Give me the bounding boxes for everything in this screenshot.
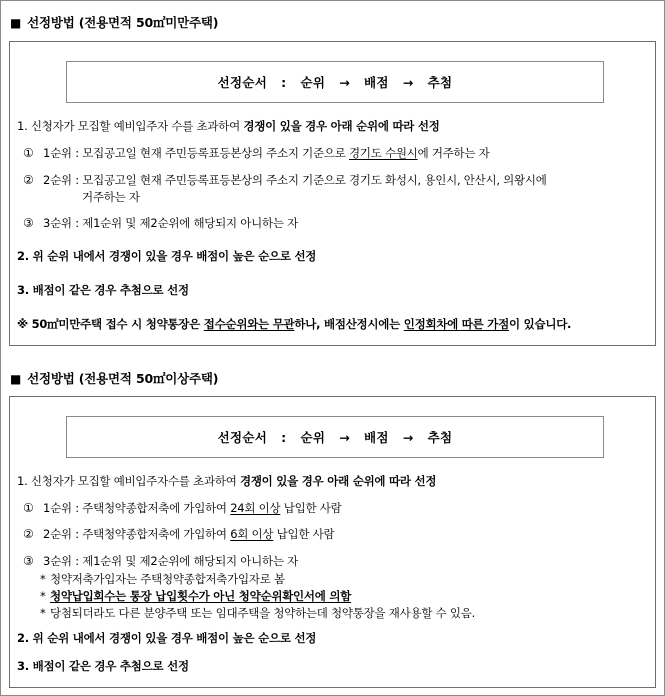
item1-underlined: 경기도 수원시 (349, 146, 418, 160)
item3-text: 3순위 : 제1순위 및 제2순위에 해당되지 아니하는 자 (43, 216, 298, 230)
arrow-right-icon: → (339, 74, 351, 90)
order-step-lottery: 추첨 (427, 75, 453, 90)
item2-text: 2순위 : 주택청약종합저축에 가입하여 (43, 527, 231, 541)
item1-text: 1순위 : 주택청약종합저축에 가입하여 (43, 501, 231, 515)
section1-heading-text: 선정방법 (전용면적 50㎡미만주택) (27, 15, 219, 30)
section2-item2 (23, 526, 334, 542)
circled-three-icon: ③ (23, 216, 34, 230)
item1-text: 1순위 : 모집공고일 현재 주민등록표등본상의 주소지 기준으로 (43, 146, 350, 160)
square-bullet-icon: ■ (10, 372, 22, 386)
item2-underlined: 6회 이상 (230, 527, 274, 541)
section1-item3 (23, 215, 298, 231)
item1-suffix: 에 거주하는 자 (417, 146, 490, 160)
section2-panel (9, 396, 656, 688)
asterisk-icon: * (40, 572, 46, 586)
section1-heading (10, 13, 218, 31)
section1-note (17, 316, 571, 332)
rule1-text: 1. 신청자가 모집할 예비입주자수를 초과하여 (17, 474, 240, 488)
note-text-1: ※ 50㎡미만주택 접수 시 청약통장은 (17, 317, 204, 331)
item1-underlined: 24회 이상 (230, 501, 281, 515)
section1-item1 (23, 145, 490, 161)
order-label: 선정순서 (217, 430, 268, 445)
order-step-lottery: 추첨 (427, 430, 453, 445)
section2-rule2: 2. 위 순위 내에서 경쟁이 있을 경우 배점이 높은 순으로 선정 (17, 631, 317, 645)
section2-order-box (66, 416, 604, 458)
note-text-2: 하나, 배점산정시에는 (294, 317, 404, 331)
section1-order-box (66, 61, 604, 103)
item2-line1: 2순위 : 모집공고일 현재 주민등록표등본상의 주소지 기준으로 경기도 화성시, 용인시, 안산시, 의왕시에 (43, 173, 547, 187)
arrow-right-icon: → (339, 429, 351, 445)
item1-suffix: 납입한 사람 (280, 501, 342, 515)
section1-rule2: 2. 위 순위 내에서 경쟁이 있을 경우 배점이 높은 순으로 선정 (17, 249, 317, 263)
sub2-text: 청약납입회수는 통장 납입횟수가 아닌 청약순위확인서에 의함 (50, 589, 352, 603)
section1-rule3: 3. 배점이 같은 경우 추첨으로 선정 (17, 283, 189, 297)
item2-suffix: 납입한 사람 (273, 527, 335, 541)
rule1-bold-text: 경쟁이 있을 경우 아래 순위에 따라 선정 (243, 119, 440, 133)
section2-sub3 (40, 605, 475, 621)
item3-text: 3순위 : 제1순위 및 제2순위에 해당되지 아니하는 자 (43, 554, 298, 568)
section2-heading-text: 선정방법 (전용면적 50㎡이상주택) (27, 371, 219, 386)
note-underlined-1: 접수순위와는 무관 (203, 317, 295, 331)
square-bullet-icon: ■ (10, 16, 22, 30)
asterisk-icon: * (40, 606, 46, 620)
note-underlined-2: 인정회차에 따른 가점 (403, 317, 509, 331)
section2-rule1 (17, 473, 436, 489)
section2-item3 (23, 553, 298, 569)
section1-item2-cont (82, 189, 140, 205)
rule1-bold-text: 경쟁이 있을 경우 아래 순위에 따라 선정 (239, 474, 437, 488)
order-colon: : (281, 429, 287, 445)
circled-three-icon: ③ (23, 554, 34, 568)
order-step-rank: 순위 (300, 75, 326, 90)
sub1-text: 청약저축가입자는 주택청약종합저축가입자로 봄 (50, 572, 285, 586)
asterisk-icon: * (40, 589, 46, 603)
circled-one-icon: ① (23, 146, 34, 160)
order-colon: : (281, 74, 287, 90)
section1-rule1 (17, 118, 440, 134)
item2-line2: 거주하는 자 (82, 190, 140, 204)
rule1-text: 1. 신청자가 모집할 예비입주자 수를 초과하여 (17, 119, 244, 133)
order-step-points: 배점 (364, 75, 389, 90)
sub3-text: 당첨되더라도 다른 분양주택 또는 임대주택을 청약하는데 청약통장을 재사용할 수 있음. (50, 606, 475, 620)
section2-heading (10, 369, 218, 387)
section2-sub1 (40, 571, 285, 587)
order-step-rank: 순위 (300, 430, 326, 445)
circled-two-icon: ② (23, 173, 34, 187)
order-step-points: 배점 (364, 430, 389, 445)
circled-one-icon: ① (23, 501, 34, 515)
section1-item2 (23, 172, 547, 188)
note-text-3: 이 있습니다. (509, 317, 572, 331)
order-label: 선정순서 (217, 75, 268, 90)
section2-rule3: 3. 배점이 같은 경우 추첨으로 선정 (17, 659, 189, 673)
arrow-right-icon: → (402, 429, 414, 445)
arrow-right-icon: → (402, 74, 414, 90)
circled-two-icon: ② (23, 527, 34, 541)
section2-sub2 (40, 588, 351, 604)
section1-panel (9, 41, 656, 346)
section2-item1 (23, 500, 341, 516)
